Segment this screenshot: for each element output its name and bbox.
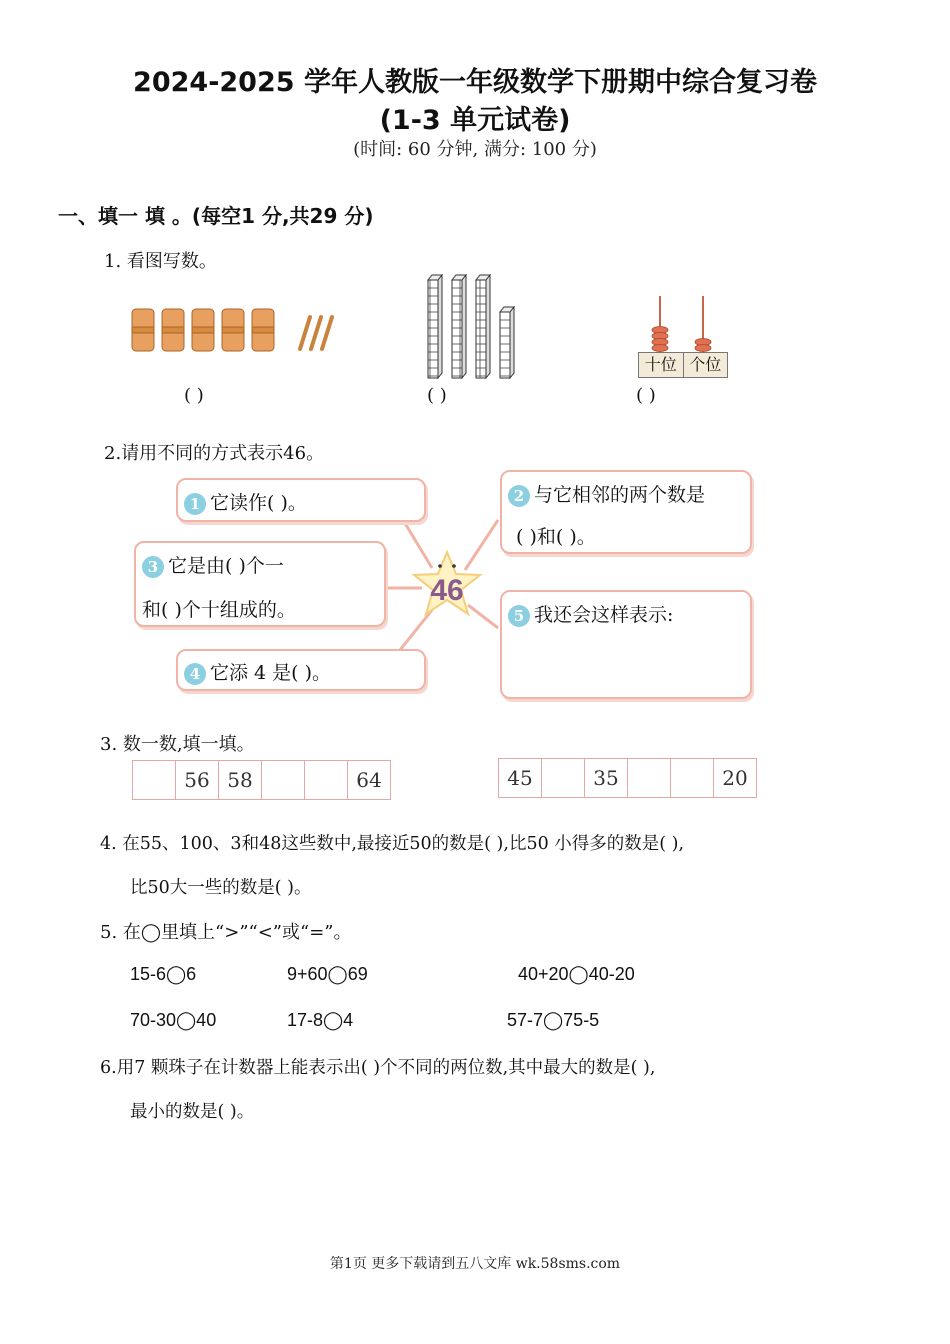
mindmap-box-5 xyxy=(500,590,752,699)
seq1-cell[interactable] xyxy=(133,761,176,799)
mindmap-box-1 xyxy=(176,478,426,522)
exam-info: (时间: 60 分钟, 满分: 100 分) xyxy=(353,139,597,160)
box-2-line1: 与它相邻的两个数是 xyxy=(534,484,706,506)
tens-cubes-image xyxy=(420,272,525,382)
box-3-line1: 它是由( )个一 xyxy=(168,555,284,577)
number-sequence-2 xyxy=(498,758,757,798)
page-title: 2024-2025 学年人教版一年级数学下册期中综合复习卷 xyxy=(133,67,817,98)
number-badge-3: 3 xyxy=(142,556,164,578)
compare-item[interactable]: 57-7◯75-5 xyxy=(507,1010,600,1030)
abacus-ones-label: 个位 xyxy=(689,355,722,374)
page-footer: 第1页 更多下载请到五八文库 wk.58sms.com xyxy=(329,1256,621,1272)
compare-item[interactable]: 70-30◯40 xyxy=(130,1010,217,1030)
number-badge-2: 2 xyxy=(508,485,530,507)
question-6-line2: 最小的数是( )。 xyxy=(130,1102,255,1122)
seq2-cell: 20 xyxy=(722,766,748,790)
question-4-line1: 4. 在55、100、3和48这些数中,最接近50的数是( ),比50 小得多的数是( ), xyxy=(100,834,685,854)
seq2-cell[interactable] xyxy=(628,759,671,797)
seq1-cell: 58 xyxy=(219,761,262,799)
mindmap-box-2 xyxy=(500,470,752,554)
seq1-cell[interactable] xyxy=(262,761,305,799)
answer-blank-1c[interactable]: ( ) xyxy=(636,385,656,406)
stick-bundles-image xyxy=(128,305,343,360)
box-1-text: 它读作( )。 xyxy=(210,492,307,514)
section-heading: 一、填一 填 。(每空1 分,共29 分) xyxy=(58,204,374,228)
mindmap-box-3 xyxy=(134,541,386,627)
mindmap-box-4 xyxy=(176,649,426,691)
question-6-line1: 6.用7 颗珠子在计数器上能表示出( )个不同的两位数,其中最大的数是( ), xyxy=(100,1058,656,1078)
question-4-line2: 比50大一些的数是( )。 xyxy=(130,878,312,898)
question-5-label: 5. 在◯里填上“>”“<”或“=”。 xyxy=(100,922,352,943)
seq2-cell: 35 xyxy=(585,759,628,797)
abacus-image xyxy=(635,290,730,355)
number-badge-5: 5 xyxy=(508,605,530,627)
compare-item[interactable]: 9+60◯69 xyxy=(287,964,368,984)
answer-blank-1b[interactable]: ( ) xyxy=(427,385,447,406)
box-5-text: 我还会这样表示: xyxy=(534,604,674,626)
box-4-text: 它添 4 是( )。 xyxy=(210,662,332,684)
seq2-cell[interactable] xyxy=(542,759,585,797)
seq2-cell[interactable] xyxy=(671,759,714,797)
compare-item[interactable]: 17-8◯4 xyxy=(287,1010,354,1030)
seq2-cell: 45 xyxy=(499,759,542,797)
compare-item[interactable]: 40+20◯40-20 xyxy=(518,964,635,984)
abacus-tens-label: 十位 xyxy=(639,353,684,377)
box-3-line2: 和( )个十组成的。 xyxy=(142,599,296,621)
number-badge-4: 4 xyxy=(184,663,206,685)
seq1-cell: 56 xyxy=(176,761,219,799)
page-title-sub: (1-3 单元试卷) xyxy=(379,105,571,136)
question-2-label: 2.请用不同的方式表示46。 xyxy=(104,443,325,464)
answer-blank-1a[interactable]: ( ) xyxy=(184,385,204,406)
center-number: 46 xyxy=(430,574,464,607)
box-2-line2: ( )和( )。 xyxy=(516,526,596,548)
compare-item[interactable]: 15-6◯6 xyxy=(130,964,197,984)
question-3-label: 3. 数一数,填一填。 xyxy=(100,734,255,755)
seq1-cell[interactable] xyxy=(305,761,348,799)
seq1-cell: 64 xyxy=(356,768,382,792)
abacus-place-labels xyxy=(638,352,728,378)
question-1-label: 1. 看图写数。 xyxy=(104,251,217,272)
number-sequence-1 xyxy=(132,760,391,800)
number-badge-1: 1 xyxy=(184,493,206,515)
